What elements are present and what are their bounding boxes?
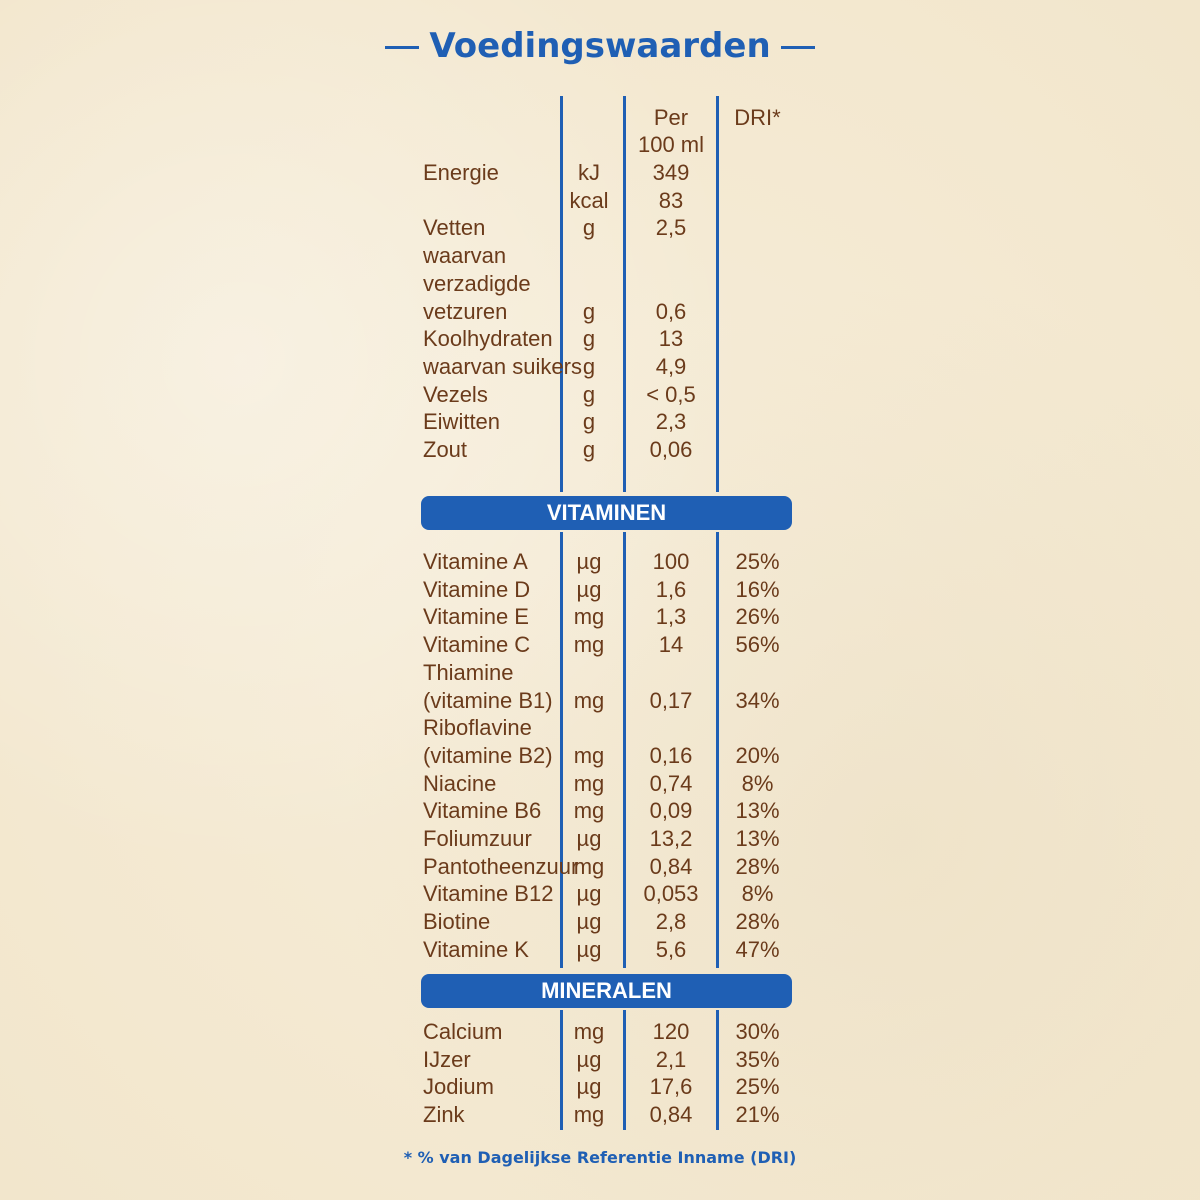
nutrient-name: Niacine bbox=[423, 770, 497, 796]
nutrient-dri: 47% bbox=[735, 936, 780, 962]
nutrient-unit: µg bbox=[576, 881, 602, 907]
table-row bbox=[0, 270, 1200, 298]
nutrient-name: Vitamine C bbox=[423, 632, 531, 658]
nutrient-value: 0,06 bbox=[649, 437, 693, 462]
nutrient-unit: µg bbox=[576, 1046, 602, 1072]
section-band-vitamins: VITAMINEN bbox=[421, 496, 792, 530]
nutrient-value: 0,09 bbox=[649, 798, 693, 824]
nutrient-unit: g bbox=[582, 215, 596, 241]
title-dash-left bbox=[385, 46, 419, 49]
nutrient-name: Thiamine bbox=[423, 659, 514, 685]
table-row bbox=[0, 408, 1200, 436]
nutrient-value: 13 bbox=[658, 326, 684, 352]
nutrient-unit: g bbox=[582, 437, 596, 462]
table-row bbox=[0, 687, 1200, 715]
nutrient-value: 2,3 bbox=[655, 409, 687, 435]
nutrient-value: 0,84 bbox=[649, 1102, 693, 1128]
nutrient-name: Calcium bbox=[423, 1019, 503, 1044]
nutrient-unit: µg bbox=[576, 936, 602, 962]
nutrient-value: 5,6 bbox=[655, 936, 687, 962]
table-row bbox=[0, 797, 1200, 825]
nutrient-name: Vitamine D bbox=[423, 576, 531, 602]
table-row bbox=[0, 880, 1200, 908]
nutrient-unit: mg bbox=[573, 604, 605, 630]
nutrient-value: 0,84 bbox=[649, 853, 693, 879]
nutrient-name: Vezels bbox=[423, 381, 488, 407]
nutrient-dri: 30% bbox=[735, 1019, 780, 1044]
nutrient-name: waarvan suikers bbox=[423, 353, 582, 379]
table-row bbox=[0, 714, 1200, 742]
nutrient-value: 1,3 bbox=[655, 604, 687, 630]
table-row bbox=[0, 742, 1200, 770]
table-row bbox=[0, 1046, 1200, 1074]
nutrient-dri: 26% bbox=[735, 604, 780, 630]
table-row bbox=[0, 436, 1200, 464]
nutrient-value: 1,6 bbox=[655, 576, 687, 602]
nutrient-unit: g bbox=[582, 298, 596, 324]
nutrient-dri: 21% bbox=[735, 1102, 780, 1128]
nutrient-unit: mg bbox=[573, 853, 605, 879]
title-dash-right bbox=[781, 46, 815, 49]
nutrient-name: Foliumzuur bbox=[423, 826, 532, 851]
table-row bbox=[0, 576, 1200, 604]
table-row bbox=[0, 1073, 1200, 1101]
nutrient-unit: mg bbox=[573, 1019, 605, 1044]
nutrient-value: 0,17 bbox=[649, 687, 693, 713]
table-row bbox=[0, 353, 1200, 381]
header-per: Per bbox=[653, 105, 689, 130]
nutrient-dri: 28% bbox=[735, 853, 780, 879]
nutrient-dri: 25% bbox=[735, 549, 780, 574]
nutrient-unit: mg bbox=[573, 632, 605, 658]
nutrient-dri: 28% bbox=[735, 909, 780, 935]
nutrient-name: Vitamine B6 bbox=[423, 798, 542, 824]
nutrient-unit: mg bbox=[573, 687, 605, 713]
nutrient-name: waarvan bbox=[423, 243, 507, 269]
nutrient-value: 83 bbox=[658, 187, 684, 213]
table-row bbox=[0, 908, 1200, 936]
nutrient-unit: mg bbox=[573, 770, 605, 796]
table-row bbox=[0, 631, 1200, 659]
nutrient-name: Biotine bbox=[423, 909, 491, 935]
nutrient-name: Vetten bbox=[423, 215, 486, 241]
nutrient-value: 13,2 bbox=[649, 826, 693, 851]
nutrient-name: Zout bbox=[423, 437, 468, 462]
nutrient-unit: g bbox=[582, 409, 596, 435]
nutrient-name: Vitamine K bbox=[423, 936, 529, 962]
nutrient-value: 0,16 bbox=[649, 742, 693, 768]
nutrient-dri: 25% bbox=[735, 1074, 780, 1100]
nutrient-dri: 16% bbox=[735, 576, 780, 602]
nutrient-name: Vitamine E bbox=[423, 604, 529, 630]
nutrient-unit: g bbox=[582, 353, 596, 379]
nutrient-unit: kJ bbox=[578, 160, 600, 185]
table-row bbox=[0, 1018, 1200, 1046]
table-row bbox=[0, 381, 1200, 409]
table-row bbox=[0, 603, 1200, 631]
nutrient-name: Jodium bbox=[423, 1074, 494, 1100]
nutrient-unit: µg bbox=[576, 826, 602, 851]
nutrient-dri: 34% bbox=[735, 687, 780, 713]
nutrient-name: Koolhydraten bbox=[423, 326, 553, 352]
nutrient-unit: µg bbox=[576, 909, 602, 935]
nutrient-dri: 20% bbox=[735, 742, 780, 768]
nutrient-unit: mg bbox=[573, 798, 605, 824]
nutrient-name: Zink bbox=[423, 1102, 465, 1128]
nutrient-value: < 0,5 bbox=[646, 381, 696, 407]
nutrient-dri: 8% bbox=[741, 770, 774, 796]
nutrient-value: 0,053 bbox=[643, 881, 699, 907]
nutrient-name: verzadigde bbox=[423, 270, 531, 296]
nutrient-unit: kcal bbox=[569, 187, 609, 213]
table-row bbox=[0, 548, 1200, 576]
nutrient-name: Vitamine B12 bbox=[423, 881, 554, 907]
nutrient-dri: 13% bbox=[735, 798, 780, 824]
table-row bbox=[0, 242, 1200, 270]
nutrient-value: 4,9 bbox=[655, 353, 687, 379]
header-row-unit bbox=[0, 131, 1200, 159]
nutrient-value: 0,6 bbox=[655, 298, 687, 324]
table-row bbox=[0, 853, 1200, 881]
nutrient-value: 100 bbox=[652, 549, 690, 574]
table-row bbox=[0, 159, 1200, 187]
header-dri: DRI* bbox=[734, 105, 781, 130]
nutrient-value: 2,8 bbox=[655, 909, 687, 935]
table-row bbox=[0, 825, 1200, 853]
nutrient-value: 0,74 bbox=[649, 770, 693, 796]
nutrient-dri: 13% bbox=[735, 826, 780, 851]
nutrient-unit: g bbox=[582, 326, 596, 352]
nutrient-unit: µg bbox=[576, 576, 602, 602]
nutrient-name: (vitamine B1) bbox=[423, 687, 553, 713]
nutrient-unit: mg bbox=[573, 1102, 605, 1128]
nutrient-unit: mg bbox=[573, 742, 605, 768]
page-title bbox=[0, 26, 1200, 66]
header-row bbox=[0, 104, 1200, 132]
nutrient-name: vetzuren bbox=[423, 298, 508, 324]
table-row bbox=[0, 187, 1200, 215]
nutrient-name: Eiwitten bbox=[423, 409, 501, 435]
title-text: Voedingswaarden bbox=[429, 26, 771, 66]
nutrient-unit: µg bbox=[576, 1074, 602, 1100]
table-row bbox=[0, 770, 1200, 798]
nutrient-dri: 8% bbox=[741, 881, 774, 907]
table-row bbox=[0, 325, 1200, 353]
nutrient-dri: 56% bbox=[735, 632, 780, 658]
nutrient-value: 120 bbox=[652, 1019, 690, 1044]
nutrient-unit: µg bbox=[576, 549, 602, 574]
nutrient-name: Riboflavine bbox=[423, 715, 532, 741]
table-row bbox=[0, 936, 1200, 964]
table-row bbox=[0, 298, 1200, 326]
nutrient-unit: g bbox=[582, 381, 596, 407]
nutrient-dri: 35% bbox=[735, 1046, 780, 1072]
header-per-unit: 100 ml bbox=[637, 132, 705, 157]
nutrient-value: 17,6 bbox=[649, 1074, 693, 1100]
table-row bbox=[0, 659, 1200, 687]
table-row bbox=[0, 214, 1200, 242]
nutrient-name: Vitamine A bbox=[423, 549, 528, 574]
nutrient-value: 349 bbox=[652, 160, 690, 185]
nutrient-value: 14 bbox=[658, 632, 684, 658]
nutrient-name: Energie bbox=[423, 160, 499, 185]
nutrient-value: 2,5 bbox=[655, 215, 687, 241]
footnote: * % van Dagelijkse Referentie Inname (DRI) bbox=[403, 1148, 797, 1167]
table-row bbox=[0, 1101, 1200, 1129]
section-band-minerals: MINERALEN bbox=[421, 974, 792, 1008]
nutrient-name: Pantotheenzuur bbox=[423, 853, 579, 879]
nutrient-name: IJzer bbox=[423, 1046, 471, 1072]
nutrient-value: 2,1 bbox=[655, 1046, 687, 1072]
nutrient-name: (vitamine B2) bbox=[423, 742, 553, 768]
